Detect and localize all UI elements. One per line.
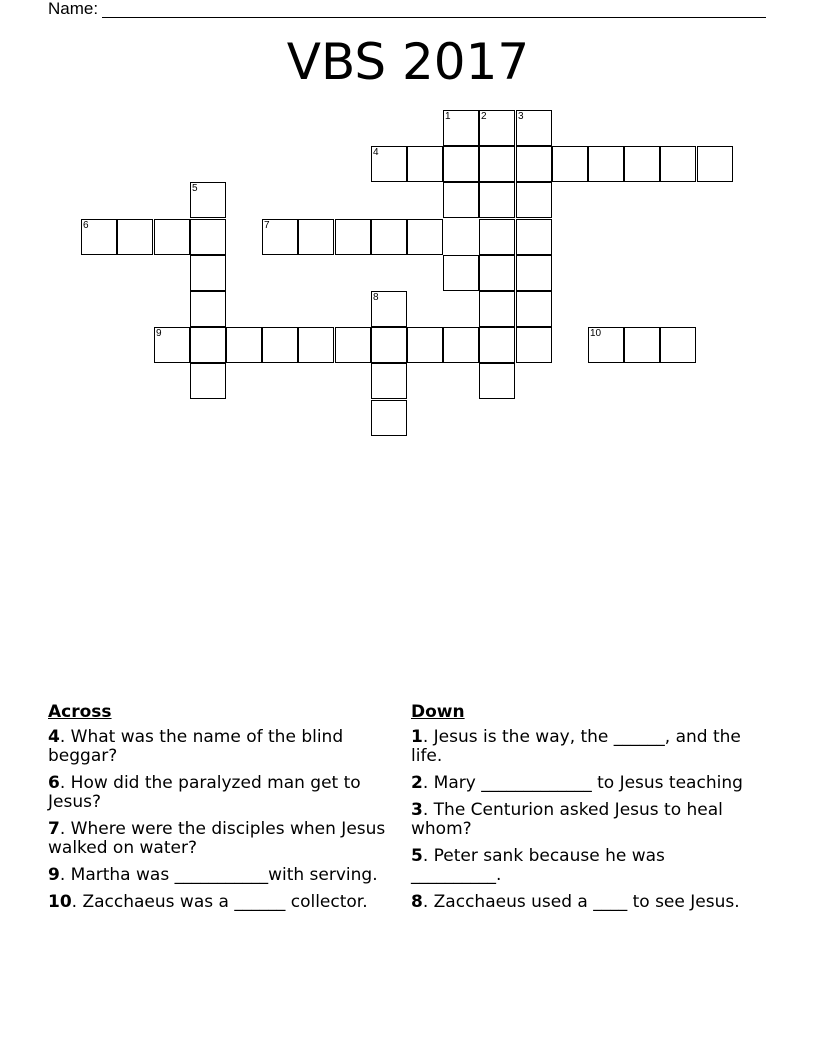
clue-number: 8	[411, 892, 423, 912]
grid-cell[interactable]	[479, 110, 515, 146]
clue-item: 7. Where were the disciples when Jesus walked on water?	[48, 819, 386, 858]
grid-cell[interactable]	[479, 182, 515, 218]
clue-item: 3. The Centurion asked Jesus to heal whom?	[411, 800, 723, 839]
grid-cell[interactable]	[262, 327, 298, 363]
grid-cell[interactable]	[371, 327, 407, 363]
grid-cell[interactable]	[154, 327, 190, 363]
grid-cell[interactable]	[516, 219, 552, 255]
grid-cell[interactable]	[335, 327, 371, 363]
across-clues	[48, 703, 388, 920]
grid-cell[interactable]	[407, 146, 443, 182]
grid-cell[interactable]	[298, 327, 334, 363]
grid-cell[interactable]	[588, 146, 624, 182]
down-heading: Down	[411, 702, 465, 722]
grid-cell[interactable]	[190, 219, 226, 255]
cell-number: 2	[481, 111, 487, 122]
clue-item: 2. Mary _____________ to Jesus teaching	[411, 773, 743, 793]
grid-cell[interactable]	[117, 219, 153, 255]
grid-cell[interactable]	[371, 146, 407, 182]
cell-number: 9	[156, 328, 162, 339]
grid-cell[interactable]	[262, 219, 298, 255]
grid-cell[interactable]	[624, 146, 660, 182]
grid-cell[interactable]	[371, 219, 407, 255]
clue-text: Zacchaeus used a ____ to see Jesus.	[433, 892, 740, 912]
clue-item: 1. Jesus is the way, the ______, and the life.	[411, 727, 741, 766]
cell-number: 4	[373, 147, 379, 158]
page-title: VBS 2017	[286, 33, 530, 91]
clue-item: 5. Peter sank because he was __________.	[411, 846, 665, 885]
grid-cell[interactable]	[479, 219, 515, 255]
grid-cell[interactable]	[298, 219, 334, 255]
clue-text: Where were the disciples when Jesus walked on water?	[48, 819, 386, 858]
clue-number: 7	[48, 819, 60, 839]
clue-number: 3	[411, 800, 423, 820]
grid-cell[interactable]	[516, 291, 552, 327]
name-label: Name:	[48, 0, 99, 18]
cell-number: 5	[192, 183, 198, 194]
down-clue-list	[411, 728, 751, 912]
clue-text: Jesus is the way, the ______, and the life.	[411, 727, 741, 766]
grid-cell[interactable]	[479, 363, 515, 399]
clue-text: How did the paralyzed man get to Jesus?	[48, 773, 361, 812]
clue-text: The Centurion asked Jesus to heal whom?	[411, 800, 723, 839]
grid-cell[interactable]	[371, 400, 407, 436]
clue-number: 4	[48, 727, 60, 747]
clue-text: Martha was ___________with serving.	[70, 865, 378, 885]
grid-cell[interactable]	[443, 327, 479, 363]
cell-number: 7	[264, 220, 270, 231]
cell-number: 8	[373, 292, 379, 303]
grid-cell[interactable]	[516, 146, 552, 182]
grid-cell[interactable]	[371, 363, 407, 399]
clue-number: 5	[411, 846, 423, 866]
crossword-grid	[0, 0, 816, 460]
grid-cell[interactable]	[81, 219, 117, 255]
grid-cell[interactable]	[552, 146, 588, 182]
grid-cell[interactable]	[624, 327, 660, 363]
clue-number: 9	[48, 865, 60, 885]
down-clues	[411, 703, 751, 920]
clue-item: 6. How did the paralyzed man get to Jesus?	[48, 773, 361, 812]
grid-cell[interactable]	[588, 327, 624, 363]
grid-cell[interactable]	[479, 255, 515, 291]
grid-cell[interactable]	[516, 327, 552, 363]
clue-number: 6	[48, 773, 60, 793]
clue-item: 9. Martha was ___________with serving.	[48, 865, 378, 885]
grid-cell[interactable]	[443, 110, 479, 146]
clue-item: 4. What was the name of the blind beggar?	[48, 727, 344, 766]
grid-cell[interactable]	[479, 146, 515, 182]
clue-text: Zacchaeus was a ______ collector.	[82, 892, 368, 912]
grid-cell[interactable]	[190, 363, 226, 399]
grid-cell[interactable]	[226, 327, 262, 363]
clue-number: 2	[411, 773, 423, 793]
cell-number: 3	[518, 111, 524, 122]
grid-cell[interactable]	[516, 110, 552, 146]
grid-cell[interactable]	[443, 146, 479, 182]
clue-item: 10. Zacchaeus was a ______ collector.	[48, 892, 368, 912]
grid-cell[interactable]	[407, 327, 443, 363]
grid-cell[interactable]	[335, 219, 371, 255]
grid-cell[interactable]	[190, 182, 226, 218]
grid-cell[interactable]	[190, 255, 226, 291]
cell-number: 10	[590, 328, 602, 339]
grid-cell[interactable]	[407, 219, 443, 255]
grid-cell[interactable]	[697, 146, 733, 182]
clue-text: Mary _____________ to Jesus teaching	[433, 773, 743, 793]
cell-number: 1	[445, 111, 451, 122]
grid-cell[interactable]	[154, 219, 190, 255]
grid-cell[interactable]	[516, 255, 552, 291]
grid-cell[interactable]	[190, 291, 226, 327]
grid-cell[interactable]	[443, 255, 479, 291]
grid-cell[interactable]	[479, 327, 515, 363]
grid-cell[interactable]	[660, 327, 696, 363]
clue-text: What was the name of the blind beggar?	[48, 727, 344, 766]
grid-cell[interactable]	[660, 146, 696, 182]
cell-number: 6	[83, 220, 89, 231]
grid-cell[interactable]	[371, 291, 407, 327]
grid-cell[interactable]	[190, 327, 226, 363]
clue-item: 8. Zacchaeus used a ____ to see Jesus.	[411, 892, 740, 912]
clue-number: 10	[48, 892, 72, 912]
grid-cell[interactable]	[479, 291, 515, 327]
across-heading: Across	[48, 702, 112, 722]
clue-text: Peter sank because he was __________.	[411, 846, 665, 885]
grid-cell[interactable]	[516, 182, 552, 218]
clue-number: 1	[411, 727, 423, 747]
grid-cell[interactable]	[443, 182, 479, 218]
across-clue-list	[48, 728, 388, 912]
